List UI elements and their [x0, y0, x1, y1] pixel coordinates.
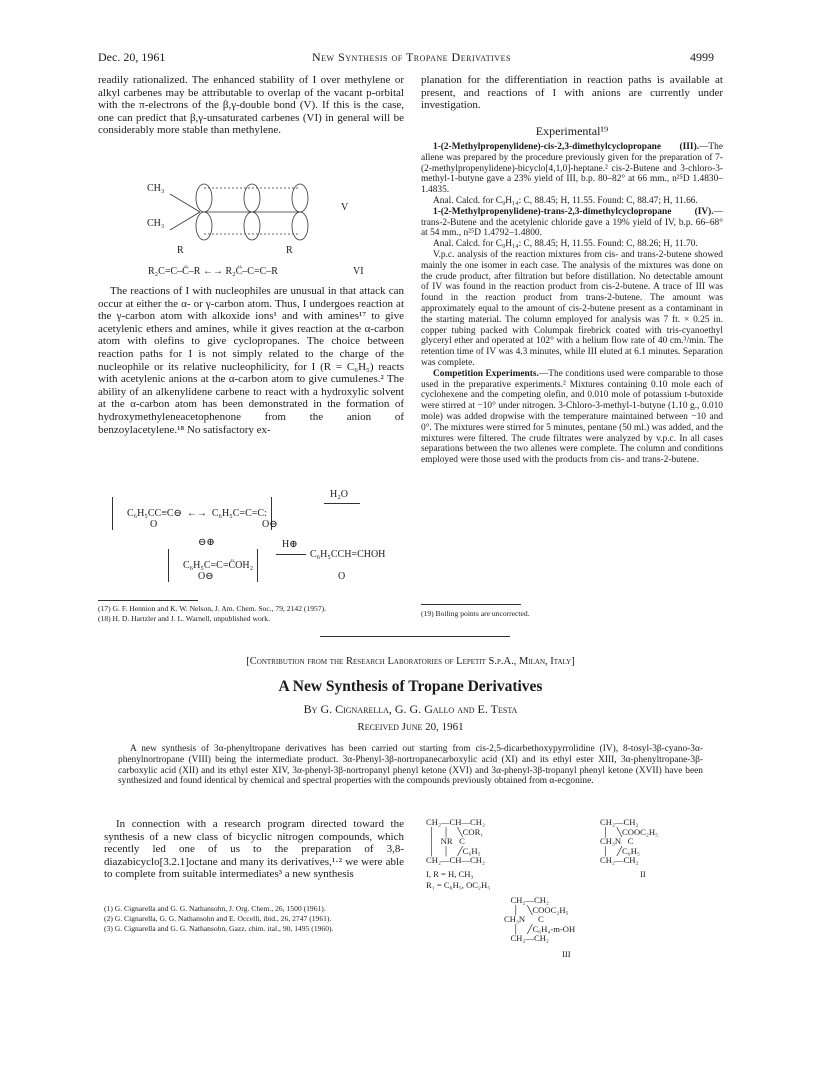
experimental-section	[421, 142, 723, 466]
scheme-1-oxygen: O	[150, 519, 158, 530]
figure-v	[140, 180, 400, 244]
exp-2	[421, 207, 723, 239]
exp-2-title: 1-(2-Methylpropenylidene)-trans-2,3-dimethylcyclopropane (IV).	[433, 206, 714, 217]
header-date: Dec. 20, 1961	[98, 50, 166, 64]
fig-vi-label: VI	[353, 266, 364, 277]
scheme-1-reagent: H₂O	[330, 489, 348, 500]
scheme-2-reagent: H⊕	[282, 539, 298, 550]
scheme-2-arrow	[276, 554, 306, 555]
structure-III: CH₂—CH₂ │ ╲COOC₂H₅ CH₃N C │ ╱C₆H₄-m-OH CH₂—CH₂	[504, 895, 576, 944]
footnote-19: (19) Boiling points are uncorrected.	[421, 609, 530, 618]
scheme-1-formula: C₆H₅CC≡C⊖ ←→ C₆H₅C=C=C:	[127, 508, 267, 519]
right-footnote-rule	[421, 604, 521, 605]
competition-text: —The conditions used were comparable to those used in the preparative experiments.² Mixtures containing 0.10 mole each of cyclohexene and the competing olefin, and 0.010 mole of potassium t-butoxide were stirred at −10° under nitrogen. 3-Chloro-3-methyl-1-butyne (1.10 g., 0.010 mole) was added dropwise with the temperature maintained between −10 and 0°. The mixtures were stirred for 5 minutes, pentane (50 ml.) was added, and the mixtures were filtered. The crude filtrates were analyzed by v.p.c. In all cases separations between the two allenes were complete. The column and conditions employed were those used with the products from cis- and trans-2-butene.	[421, 368, 723, 466]
structure-III-label: III	[562, 949, 571, 959]
scheme-1-arrow	[324, 503, 360, 504]
exp-1	[421, 142, 723, 196]
contribution-line: [Contribution from the Research Laboratories of Lepetit S.p.A., Milan, Italy]	[246, 656, 575, 667]
exp-2-text: —trans-2-Butene and the acetylenic chloride gave a 19% yield of IV, b.p. 66–68° at 54 mm., n²⁵D 1.4792–1.4800.	[421, 206, 723, 239]
article-authors: By G. Cignarella, G. G. Gallo and E. Testa	[303, 702, 518, 716]
introduction	[104, 818, 404, 881]
scheme-1-bracket	[112, 497, 272, 530]
scheme-2	[168, 537, 408, 595]
exp-2-anal: Anal. Calcd. for C₉H₁₄: C, 88.45; H, 11.55. Found: C, 88.26; H, 11.70.	[433, 239, 698, 250]
left-footnotes	[98, 604, 408, 624]
footnote-2: (2) G. Cignarella, G. G. Nathansohn and E. Occelli, ibid., 26, 2747 (1961).	[104, 914, 332, 923]
footnote-3: (3) G. Cignarella and G. G. Nathansohn, Gazz. chim. ital., 90, 1495 (1960).	[104, 924, 334, 933]
footnote-17: (17) G. F. Hennion and K. W. Nelson, J. Am. Chem. Soc., 79, 2142 (1957).	[98, 604, 327, 613]
footnote-1: (1) G. Cignarella and G. G. Nathansohn, J. Org. Chem., 26, 1500 (1961).	[104, 904, 326, 913]
scheme-1	[112, 489, 412, 539]
orbital-diagram	[140, 180, 400, 244]
article-separator	[320, 636, 510, 637]
abstract-text: A new synthesis of 3α-phenyltropane derivatives has been carried out starting from cis-2,5-dicarbethoxypyrrolidine (IV), 8-tosyl-3β-cyano-3α-phenylnortropane (VIII) being the intermediate product. 3α-Phenyl-3β-nortropanecarboxylic acid (XI) and its ethyl ester XIII, 3α-phenyltropane-3β-carboxylic acid (XII) and its ethyl ester XIV, 3α-phenyl-3β-nortropanyl phenyl ketone (XVI) and 3α-phenyl-3β-tropanyl phenyl ketone (XVII) have been synthesized and found identical by chemical and spectral properties with the compounds previously obtained from α-ecgonine.	[118, 744, 703, 787]
received-date: Received June 20, 1961	[357, 721, 464, 733]
scheme-2-product-oxygen: O	[338, 571, 346, 582]
intro-text: In connection with a research program directed toward the synthesis of a new class of bicyclic nitrogen compounds, which recently led one of us to the preparation of 3,8-diazabicyclo[3.2.1]octane and many its derivatives,¹·² we were able to complete from suitable intermediates³ a new synthesis	[104, 818, 404, 881]
fig-vi-equation: R₂C=C–C̈–R ←→ R₂C̈–C=C–R	[148, 266, 278, 277]
right-paragraph-1	[421, 74, 723, 112]
left-para-2-text: The reactions of I with nucleophiles are unusual in that attack can occur at either the α- or γ-carbon atom. Thus, I undergoes reaction at the γ-carbon atom with alkoxide ions¹ and with amines¹⁷ to give acetylenic ethers and amines, while it gives reaction at the α-carbon atom with olefins to give cyclopropanes. The choice between reaction paths for I is not simply related to the charge of the nucleophile or its relative nucleophilicity, for I (R = C₆H₅) reacts with acetylenic anions at the α-carbon atom to give cumulenes.² The ability of an alkenylidene carbene to react with a hydroxylic solvent at the α-carbon atom has been demonstrated in the formation of hydroxymethyleneacetophenone from the anion of benzoylacetylene.¹⁸ No satisfactory ex-	[98, 285, 404, 436]
exp-1-text: —The allene was prepared by the procedure previously given for the preparation of 7-(2-methylpropenylidene)-bicyclo[4,1,0]-heptane.² cis-2-Butene and 3-chloro-3-methyl-1-butyne gave a 23% yield of III, b.p. 80–82° at 66 mm., n²⁵D 1.4830–1.4835.	[421, 142, 723, 196]
exp-1-title: 1-(2-Methylpropenylidene)-cis-2,3-dimethylcyclopropane (III).	[433, 142, 700, 152]
fig-vi-r-left: R	[177, 245, 184, 256]
scheme-2-formula: C₆H₅C=C=C̈OH₂	[183, 560, 254, 571]
fig-v-ch3-top: CH₃	[147, 183, 165, 194]
fig-v-label: V	[341, 202, 349, 213]
structure-II-label: II	[640, 869, 646, 879]
structure-I-caption-2: R₁ = C₆H₅, OC₂H₅	[426, 880, 491, 890]
structure-I-caption-1: I, R = H, CH₃	[426, 869, 474, 879]
left-paragraph-1	[98, 74, 404, 137]
scheme-2-oxide: O⊖	[198, 571, 214, 582]
page-number: 4999	[690, 50, 714, 64]
experimental-heading: Experimental¹⁹	[535, 124, 609, 138]
competition	[421, 369, 723, 466]
fig-v-ch3-bottom: CH₃	[147, 218, 165, 229]
competition-title: Competition Experiments.	[433, 368, 539, 379]
left-footnote-rule	[98, 600, 198, 601]
left-paragraph-2	[98, 285, 404, 436]
vpc-text: V.p.c. analysis of the reaction mixtures from cis- and trans-2-butene showed mainly the one isomer in each case. The analysis of the mixtures was done on the crude product, after filtration but before distillation. No detectable amount of IV was found in the reaction product from cis-2-butene. A trace of III was found in the reaction product from trans-2-butene. The amount was approximately equal to the amount of cis-2-butene present as a contaminant in the starting material. The column employed for analysis was 7 ft. × 0.25 in. copper tubing packed with Columpak firebrick coated with tris-cyanoethyl glyceryl ether and operated at 102° with a helium flow rate of 40 cm.³/min. The retention time of IV was 4.3 minutes, while III eluted at 6.1 minutes. Separation was complete.	[421, 249, 723, 368]
fig-vi-r-right: R	[286, 245, 293, 256]
left-para-1-text: readily rationalized. The enhanced stability of I over methylene or alkyl carbenes may be attributable to overlap of the vacant p-orbital with the π-electrons of the β,γ-double bond (V). If this is the case, one can predict that β,γ-unsaturated carbenes (VI) in general will be considerably more stable than methylene.	[98, 74, 404, 137]
scheme-1-oxide: O⊖	[262, 519, 278, 530]
structure-I: CH₂—CH—CH₂ │ │ ╲COR₁ │ NR C │ │ ╱C₆H₅ CH₂—CH—CH₂	[426, 817, 485, 866]
running-title: New Synthesis of Tropane Derivatives	[312, 50, 511, 64]
exp-1-anal: Anal. Calcd. for C₉H₁₄: C, 88.45; H, 11.55. Found: C, 88.47; H, 11.66.	[433, 195, 698, 206]
footnote-18: (18) H. D. Hartzler and J. L. Warnell, unpublished work.	[98, 614, 270, 623]
abstract	[118, 744, 703, 787]
right-para-1-text: planation for the differentiation in reaction paths is available at present, and reactions of I with anions are currently under investigation.	[421, 74, 723, 112]
structure-II: CH₂—CH₂ │ ╲COOC₂H₅ CH₃N C │ ╱C₆H₅ CH₂—CH₂	[600, 817, 659, 866]
article-title: A New Synthesis of Tropane Derivatives	[278, 678, 543, 695]
scheme-2-charges: ⊖⊕	[198, 537, 215, 548]
scheme-2-product: C₆H₅CCH=CHOH	[310, 549, 386, 560]
article-footnotes	[104, 904, 404, 934]
